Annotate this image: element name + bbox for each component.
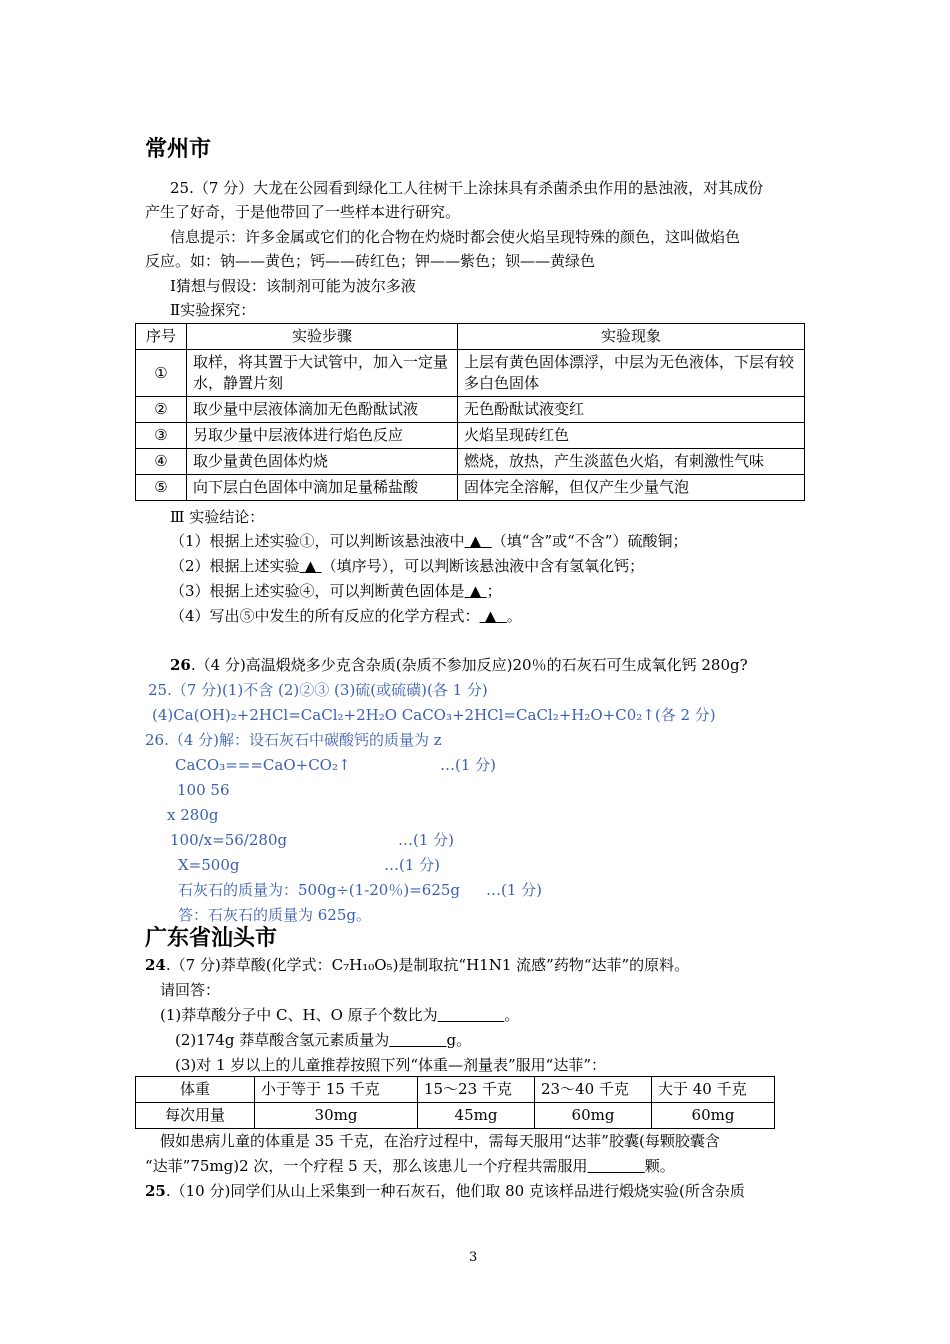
table-row (136, 423, 805, 449)
q25-intro-line1: 25.（7 分）大龙在公园看到绿化工人往树干上涂抹具有杀菌杀虫作用的悬浊液，对其成份 (170, 179, 764, 197)
answer-26-result: X=500g (178, 856, 240, 874)
dose-table (135, 1076, 775, 1129)
answer-26-score: …(1 分) (440, 756, 497, 774)
answer-blank: ▲ (484, 607, 497, 625)
conclusion-3: （3）根据上述实验④，可以判断黄色固体是 ▲ ； (170, 582, 502, 600)
table-cell: 45mg (418, 1103, 535, 1129)
row-observation: 燃烧，放热，产生淡蓝色火焰，有刺激性气味 (458, 449, 805, 475)
table-cell: 小于等于 15 千克 (255, 1077, 418, 1103)
table-row (136, 397, 805, 423)
answer-26-proportion: 100/x=56/280g (170, 831, 288, 849)
table-row (136, 1077, 775, 1103)
table-cell: 30mg (255, 1103, 418, 1129)
header-cell: 实验现象 (458, 324, 805, 350)
table-cell: 60mg (652, 1103, 775, 1129)
answer-26-equation: CaCO₃===CaO+CO₂↑ (175, 756, 351, 774)
answer-26-line1: 26.（4 分)解：设石灰石中碳酸钙的质量为 z (145, 731, 442, 749)
row-number: ③ (136, 423, 187, 449)
experiment-table (135, 323, 805, 501)
answer-blank (389, 1031, 446, 1049)
row-number: ④ (136, 449, 187, 475)
table-row (136, 449, 805, 475)
page-number: 3 (469, 1250, 478, 1265)
answer-26-variables: x 280g (167, 806, 219, 824)
q25-guess: Ⅰ猜想与假设：该制剂可能为波尔多液 (170, 277, 416, 295)
table-header-row (136, 324, 805, 350)
row-step: 另取少量中层液体进行焰色反应 (187, 423, 458, 449)
q25-info-line2: 反应。如：钠——黄色；钙——砖红色；钾——紫色；钡——黄绿色 (145, 252, 596, 270)
answer-26-score: …(1 分) (384, 856, 441, 874)
q24-case-line2: “达菲”75mg)2 次，一个疗程 5 天，那么该患儿一个疗程共需服用 颗。 (145, 1157, 675, 1175)
table-cell: 每次用量 (136, 1103, 255, 1129)
answer-26-mass: 石灰石的质量为：500g÷(1-20％)=625g (178, 881, 461, 899)
table-cell: 23～40 千克 (535, 1077, 652, 1103)
section-title-shantou: 广东省汕头市 (145, 926, 278, 951)
row-number: ② (136, 397, 187, 423)
q24-ask: 请回答： (160, 981, 221, 999)
conclusion-1: （1）根据上述实验①，可以判断该悬浊液中 ▲ （填“含”或“不含”）硫酸铜； (170, 532, 688, 550)
header-cell: 实验步骤 (187, 324, 458, 350)
answer-25-line2: (4)Ca(OH)₂+2HCl=CaCl₂+2H₂O CaCO₃+2HCl=CaCl₂+H₂O+C0₂↑(各 2 分) (152, 706, 716, 724)
conclusion-4: （4）写出⑤中发生的所有反应的化学方程式： ▲ 。 (170, 607, 522, 625)
q24-part1: (1)莽草酸分子中 C、H、O 原子个数比为 。 (160, 1006, 520, 1024)
answer-26-score: …(1 分) (398, 831, 455, 849)
section-title-changzhou: 常州市 (145, 137, 212, 162)
table-cell: 大于 40 千克 (652, 1077, 775, 1103)
conclusion-2: （2）根据上述实验 ▲ （填序号），可以判断该悬浊液中含有氢氧化钙； (170, 557, 645, 575)
answer-blank: ▲ (469, 532, 482, 550)
answer-26-final: 答：石灰石的质量为 625g。 (178, 906, 372, 924)
row-step: 取少量黄色固体灼烧 (187, 449, 458, 475)
answer-26-ratio: 100 56 (177, 781, 230, 799)
table-cell: 15～23 千克 (418, 1077, 535, 1103)
answer-blank (588, 1157, 645, 1175)
row-observation: 固体完全溶解，但仅产生少量气泡 (458, 475, 805, 501)
q24-part3: (3)对 1 岁以上的儿童推荐按照下列“体重—剂量表”服用“达菲”： (175, 1056, 607, 1074)
row-step: 向下层白色固体中滴加足量稀盐酸 (187, 475, 458, 501)
row-step: 取少量中层液体滴加无色酚酞试液 (187, 397, 458, 423)
q24-case-line1: 假如患病儿童的体重是 35 千克，在治疗过程中，需每天服用“达菲”胶囊(每颗胶囊含 (160, 1132, 720, 1150)
q26-question: 26.（4 分)高温煅烧多少克含杂质(杂质不参加反应)20％的石灰石可生成氧化钙 280g? (170, 656, 748, 674)
q25b-question: 25.（10 分)同学们从山上采集到一种石灰石，他们取 80 克该样品进行煅烧实验(所含杂质 (145, 1182, 745, 1200)
table-cell: 60mg (535, 1103, 652, 1129)
q25-intro-line2: 产生了好奇，于是他带回了一些样本进行研究。 (145, 203, 461, 221)
row-observation: 上层有黄色固体漂浮，中层为无色液体，下层有较多白色固体 (458, 350, 805, 397)
answer-blank: ▲ (469, 582, 482, 600)
row-number: ⑤ (136, 475, 187, 501)
q24-question: 24.（7 分)莽草酸(化学式：C₇H₁₀O₅)是制取抗“H1N1 流感”药物“达菲”的原料。 (145, 956, 690, 974)
answer-blank (438, 1006, 505, 1024)
table-row (136, 350, 805, 397)
table-row (136, 475, 805, 501)
row-observation: 火焰呈现砖红色 (458, 423, 805, 449)
q25-conclusion-title: Ⅲ 实验结论： (170, 508, 265, 526)
table-row (136, 1103, 775, 1129)
header-cell: 序号 (136, 324, 187, 350)
q24-part2: (2)174g 莽草酸含氢元素质量为 g。 (175, 1031, 472, 1049)
row-number: ① (136, 350, 187, 397)
answer-blank: ▲ (304, 557, 317, 575)
row-observation: 无色酚酞试液变红 (458, 397, 805, 423)
q25-explore: Ⅱ实验探究： (170, 301, 256, 319)
table-cell: 体重 (136, 1077, 255, 1103)
row-step: 取样，将其置于大试管中，加入一定量水，静置片刻 (187, 350, 458, 397)
answer-25-line1: 25.（7 分)(1)不含 (2)②③ (3)硫(或硫磺)(各 1 分) (148, 681, 488, 699)
q25-info-line1: 信息提示：许多金属或它们的化合物在灼烧时都会使火焰呈现特殊的颜色，这叫做焰色 (170, 228, 741, 246)
answer-26-score: …(1 分) (486, 881, 543, 899)
